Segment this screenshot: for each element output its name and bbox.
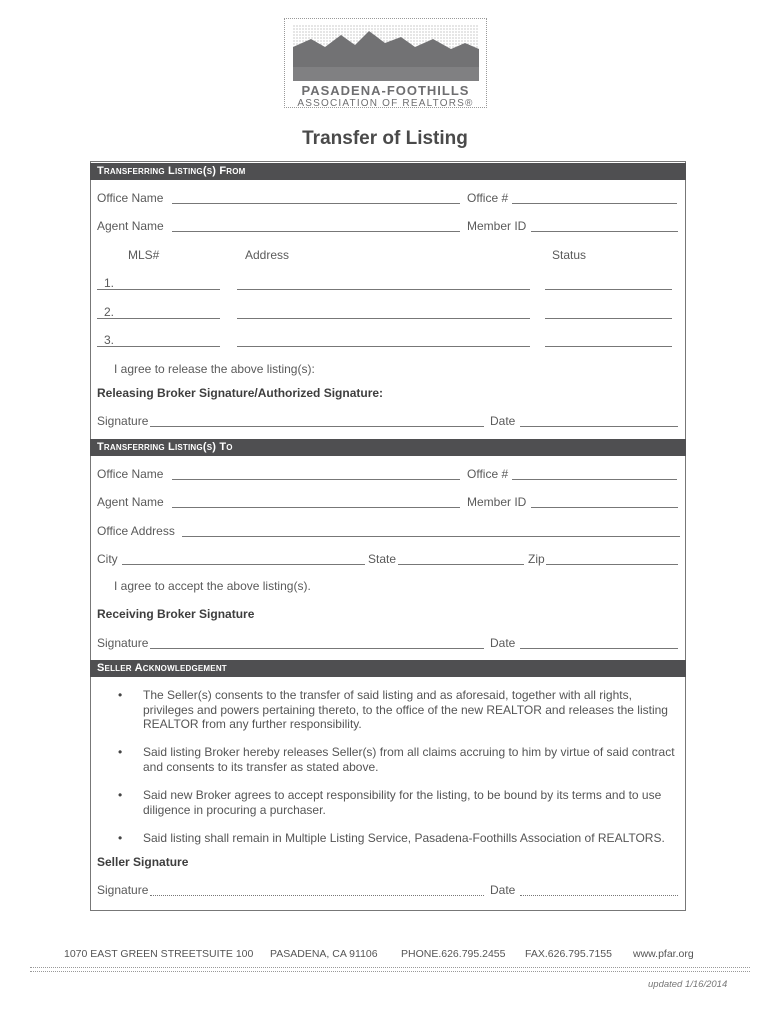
address-column-header: Address xyxy=(245,248,290,262)
to-state-field[interactable] xyxy=(398,564,524,565)
receiving-signature-field[interactable] xyxy=(150,648,484,649)
from-office-number-field[interactable] xyxy=(512,203,677,204)
footer-website[interactable]: www.pfar.org xyxy=(633,948,694,960)
member-id-label: Member ID xyxy=(467,495,527,509)
zip-label: Zip xyxy=(528,552,545,566)
release-agreement-text: I agree to release the above listing(s): xyxy=(114,362,315,376)
office-number-label: Office # xyxy=(467,191,509,205)
agent-name-label: Agent Name xyxy=(97,495,164,509)
receiving-date-field[interactable] xyxy=(520,648,678,649)
status-field-2[interactable] xyxy=(545,318,672,319)
acknowledgement-item-3: Said new Broker agrees to accept responsibility for the listing, to be bound by its terms and to use diligence in procuring a purchaser. xyxy=(143,788,662,817)
acknowledgement-item-2: Said listing Broker hereby releases Seller(s) from all claims accruing to him by virtue of said contract and consents to its transfer as stated above. xyxy=(143,745,675,774)
from-member-id-field[interactable] xyxy=(531,231,678,232)
acknowledgement-item-1: The Seller(s) consents to the transfer of said listing and as aforesaid, together with all rights, privileges and powers pertaining thereto, to the office of the new REALTOR and releases the listing REALTOR from any further responsibility. xyxy=(143,688,668,731)
state-label: State xyxy=(368,552,397,566)
releasing-date-field[interactable] xyxy=(520,426,678,427)
mls-column-header: MLS# xyxy=(128,248,160,262)
footer-phone: PHONE.626.795.2455 xyxy=(401,948,506,960)
footer-street: 1070 EAST GREEN STREET xyxy=(64,948,203,960)
mls-field-2[interactable] xyxy=(97,318,220,319)
releasing-signature-field[interactable] xyxy=(150,426,484,427)
section-header-seller: Seller Acknowledgement xyxy=(90,660,686,677)
mls-field-1[interactable] xyxy=(97,289,220,290)
to-office-address-field[interactable] xyxy=(182,536,680,537)
row-number: 2. xyxy=(104,305,115,319)
logo-line-2: ASSOCIATION OF REALTORS® xyxy=(297,98,474,109)
accept-agreement-text: I agree to accept the above listing(s). xyxy=(114,579,311,593)
date-label: Date xyxy=(490,636,516,650)
office-number-label: Office # xyxy=(467,467,509,481)
date-label: Date xyxy=(490,414,516,428)
footer-suite: SUITE 100 xyxy=(202,948,254,960)
to-zip-field[interactable] xyxy=(546,564,678,565)
status-field-1[interactable] xyxy=(545,289,672,290)
receiving-broker-label: Receiving Broker Signature xyxy=(97,607,255,621)
bullet-icon: • xyxy=(118,745,123,759)
to-agent-name-field[interactable] xyxy=(172,507,460,508)
signature-label: Signature xyxy=(97,636,149,650)
acknowledgement-item-4: Said listing shall remain in Multiple Listing Service, Pasadena-Foothills Association of REALTORS. xyxy=(143,831,665,845)
association-logo xyxy=(284,18,487,108)
bullet-icon: • xyxy=(118,688,123,702)
to-office-number-field[interactable] xyxy=(512,479,677,480)
status-field-3[interactable] xyxy=(545,346,672,347)
to-city-field[interactable] xyxy=(122,564,365,565)
from-agent-name-field[interactable] xyxy=(172,231,460,232)
updated-date: updated 1/16/2014 xyxy=(648,979,728,990)
bullet-icon: • xyxy=(118,831,123,845)
logo-line-1: PASADENA-FOOTHILLS xyxy=(301,83,470,98)
office-name-label: Office Name xyxy=(97,191,164,205)
page-title: Transfer of Listing xyxy=(302,128,468,149)
footer-divider xyxy=(30,971,750,972)
address-field-2[interactable] xyxy=(237,318,530,319)
footer-divider xyxy=(30,967,750,968)
address-field-3[interactable] xyxy=(237,346,530,347)
bullet-icon: • xyxy=(118,788,123,802)
section-header-to: Transferring Listing(s) To xyxy=(90,439,686,456)
to-office-name-field[interactable] xyxy=(172,479,460,480)
agent-name-label: Agent Name xyxy=(97,219,164,233)
seller-date-field[interactable] xyxy=(520,895,678,896)
section-header-from: Transferring Listing(s) From xyxy=(90,163,686,180)
seller-signature-field[interactable] xyxy=(150,895,484,896)
office-name-label: Office Name xyxy=(97,467,164,481)
releasing-broker-label: Releasing Broker Signature/Authorized Signature: xyxy=(97,386,384,400)
signature-label: Signature xyxy=(97,883,149,897)
footer-city: PASADENA, CA 91106 xyxy=(270,948,378,960)
footer-fax: FAX.626.795.7155 xyxy=(525,948,612,960)
office-address-label: Office Address xyxy=(97,524,175,538)
row-number: 1. xyxy=(104,276,115,290)
row-number: 3. xyxy=(104,333,115,347)
mountain-logo-icon xyxy=(293,25,479,81)
address-field-1[interactable] xyxy=(237,289,530,290)
from-office-name-field[interactable] xyxy=(172,203,460,204)
date-label: Date xyxy=(490,883,516,897)
status-column-header: Status xyxy=(552,248,587,262)
city-label: City xyxy=(97,552,118,566)
seller-signature-label: Seller Signature xyxy=(97,855,189,869)
signature-label: Signature xyxy=(97,414,149,428)
to-member-id-field[interactable] xyxy=(531,507,678,508)
member-id-label: Member ID xyxy=(467,219,527,233)
mls-field-3[interactable] xyxy=(97,346,220,347)
